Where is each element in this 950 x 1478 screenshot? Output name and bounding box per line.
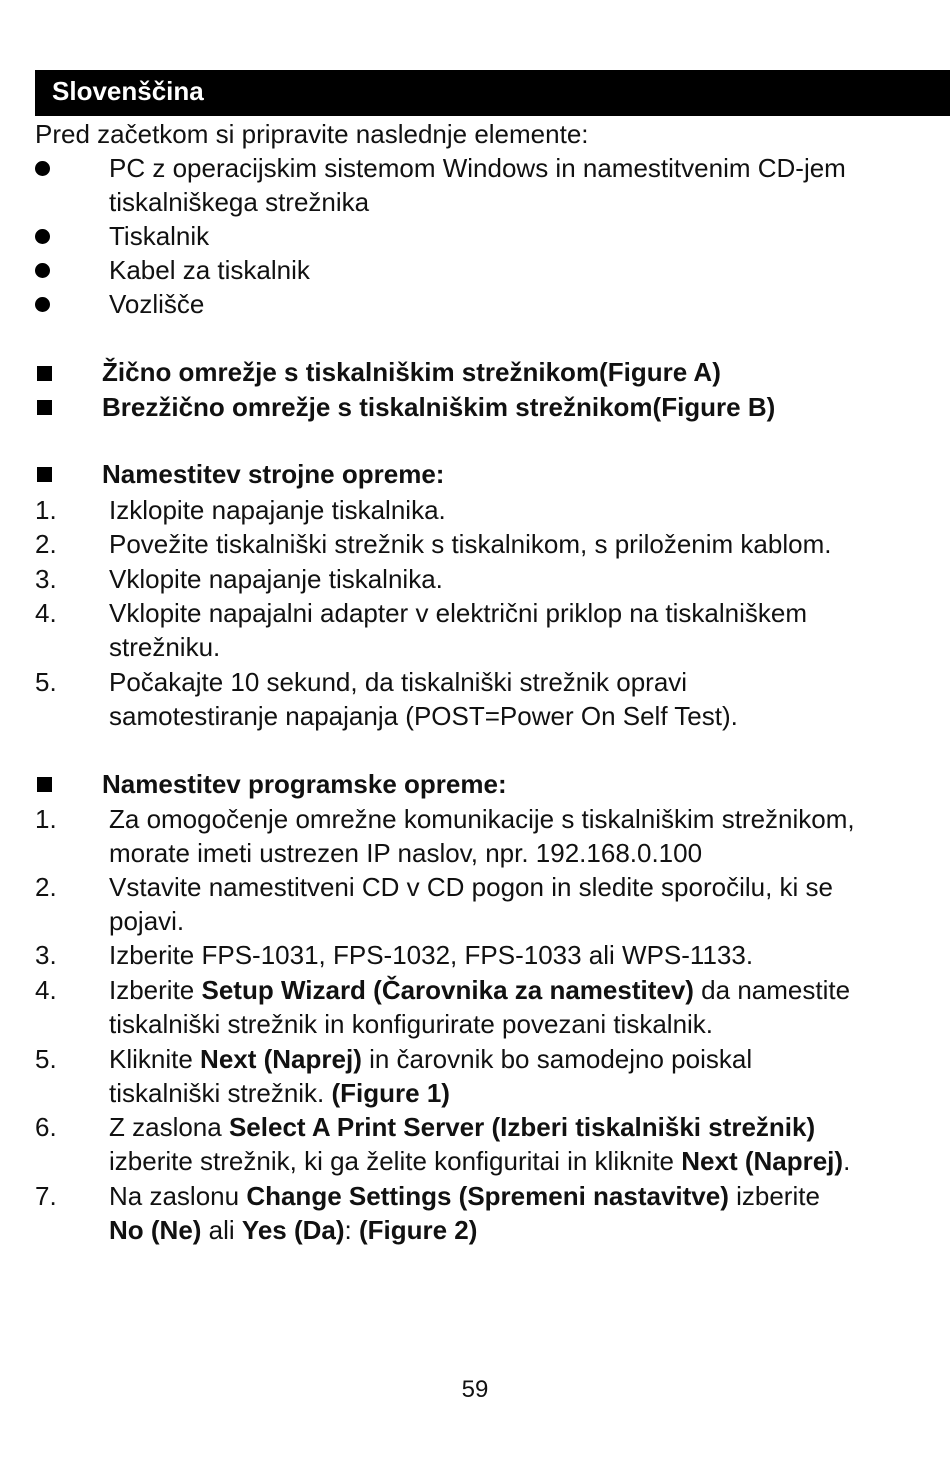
step-number: 4. xyxy=(35,598,57,628)
step-number: 5. xyxy=(35,1044,57,1074)
figure-ref: (Figure 1) xyxy=(331,1078,450,1108)
step-text: Na zaslonu xyxy=(109,1181,247,1211)
step-number: 2. xyxy=(35,529,57,559)
hardware-step-cont: strežniku. xyxy=(109,632,221,662)
bullet-dot-icon xyxy=(35,161,50,176)
software-step-cont xyxy=(109,1078,450,1108)
step-number: 1. xyxy=(35,495,57,525)
hardware-step: Vklopite napajanje tiskalnika. xyxy=(109,564,443,594)
bullet-square-icon xyxy=(37,777,52,792)
requirement-item: PC z operacijskim sistemom Windows in namestitvenim CD-jem xyxy=(109,153,846,183)
network-wired: Žično omrežje s tiskalniškim strežnikom(Figure A) xyxy=(102,357,721,387)
step-text: izberite strežnik, ki ga želite konfiguritai in kliknite xyxy=(109,1146,682,1176)
network-wireless: Brezžično omrežje s tiskalniškim strežnikom(Figure B) xyxy=(102,392,776,422)
requirement-item: Tiskalnik xyxy=(109,221,210,251)
software-step-cont: morate imeti ustrezen IP naslov, npr. 192.168.0.100 xyxy=(109,838,703,868)
software-step: Vstavite namestitveni CD v CD pogon in sledite sporočilu, ki se xyxy=(109,872,833,902)
bullet-square-icon xyxy=(37,467,52,482)
bullet-square-icon xyxy=(37,400,52,415)
software-step xyxy=(109,1181,820,1211)
software-step: Izberite FPS-1031, FPS-1032, FPS-1033 ali WPS-1133. xyxy=(109,940,754,970)
software-step: Za omogočenje omrežne komunikacije s tiskalniškim strežnikom, xyxy=(109,804,855,834)
figure-ref: (Figure 2) xyxy=(358,1215,478,1245)
step-number: 6. xyxy=(35,1112,57,1142)
requirement-item: Kabel za tiskalnik xyxy=(109,255,310,285)
next-label: Next (Naprej) xyxy=(200,1044,362,1074)
step-text: in čarovnik bo samodejno poiskal xyxy=(361,1044,753,1074)
software-heading: Namestitev programske opreme: xyxy=(102,769,507,799)
step-number: 1. xyxy=(35,804,57,834)
step-text: da namestite xyxy=(693,975,851,1005)
intro-text: Pred začetkom si pripravite naslednje elemente: xyxy=(35,119,589,149)
software-step xyxy=(109,975,850,1005)
software-step-cont xyxy=(109,1215,477,1245)
language-title: Slovenščina xyxy=(52,76,204,106)
step-number: 4. xyxy=(35,975,57,1005)
next-label: Next (Naprej) xyxy=(681,1146,844,1176)
yes-label: Yes (Da) xyxy=(241,1215,345,1245)
step-number: 7. xyxy=(35,1181,57,1211)
step-text: tiskalniški strežnik. xyxy=(109,1078,332,1108)
step-text: . xyxy=(843,1146,851,1176)
step-text: Izberite xyxy=(109,975,202,1005)
hardware-step: Vklopite napajalni adapter v električni priklop na tiskalniškem xyxy=(109,598,808,628)
software-step-cont: tiskalniški strežnik in konfigurirate povezani tiskalnik. xyxy=(109,1009,714,1039)
bullet-dot-icon xyxy=(35,229,50,244)
step-text: : xyxy=(344,1215,359,1245)
no-label: No (Ne) xyxy=(109,1215,202,1245)
software-step-cont: pojavi. xyxy=(109,906,185,936)
hardware-step-cont: samotestiranje napajanja (POST=Power On Self Test). xyxy=(109,701,738,731)
step-text: Kliknite xyxy=(109,1044,201,1074)
bullet-dot-icon xyxy=(35,297,50,312)
bullet-square-icon xyxy=(37,366,52,381)
software-step xyxy=(109,1112,815,1142)
hardware-heading: Namestitev strojne opreme: xyxy=(102,459,445,489)
setup-wizard-label: Setup Wizard (Čarovnika za namestitev) xyxy=(201,975,694,1005)
step-number: 2. xyxy=(35,872,57,902)
step-number: 5. xyxy=(35,667,57,697)
requirement-item: Vozlišče xyxy=(109,289,205,319)
hardware-step: Počakajte 10 sekund, da tiskalniški strežnik opravi xyxy=(109,667,688,697)
step-text: izberite xyxy=(728,1181,820,1211)
bullet-dot-icon xyxy=(35,263,50,278)
language-header-bar xyxy=(35,70,950,116)
hardware-step: Povežite tiskalniški strežnik s tiskalnikom, s priloženim kablom. xyxy=(109,529,832,559)
step-number: 3. xyxy=(35,564,57,594)
step-number: 3. xyxy=(35,940,57,970)
software-step-cont xyxy=(109,1146,850,1176)
step-text: Z zaslona xyxy=(109,1112,229,1142)
step-text: ali xyxy=(201,1215,242,1245)
software-step xyxy=(109,1044,752,1074)
select-print-server-label: Select A Print Server (Izberi tiskalniški strežnik) xyxy=(228,1112,816,1142)
requirement-item-cont: tiskalniškega strežnika xyxy=(109,187,370,217)
page-number: 59 xyxy=(461,1376,489,1403)
change-settings-label: Change Settings (Spremeni nastavitve) xyxy=(246,1181,729,1211)
hardware-step: Izklopite napajanje tiskalnika. xyxy=(109,495,446,525)
